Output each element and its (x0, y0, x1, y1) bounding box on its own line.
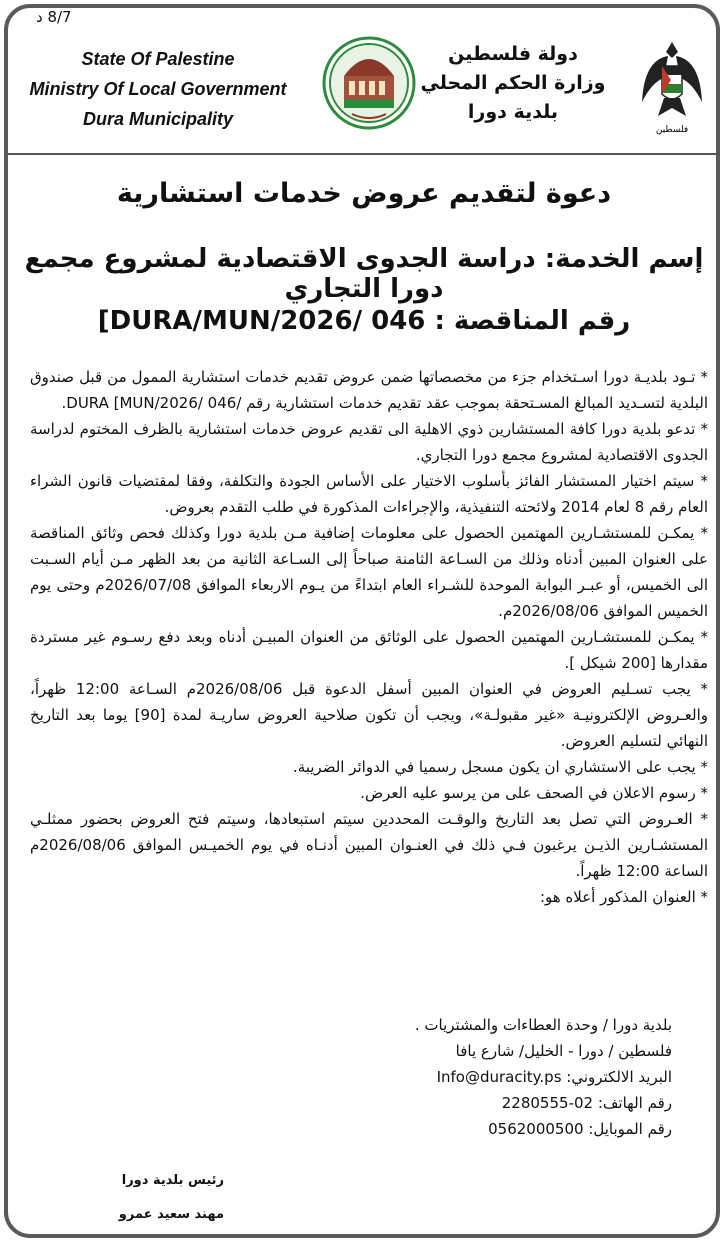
paragraph-submission: * يجب تسـليم العروض في العنوان المبين أسفل الدعوة قبل 2026/08/06م السـاعة 12:00 ظهراً، والعـروض الإلكترونيـة «غير مقبولـة»، ويجب أن تكون صلاحية العروض ساريـة لمدة [90] يوما بعد التاريخ النهائي لتسليم العروض. (30, 680, 709, 750)
paragraph-selection: * سيتم اختيار المستشار الفائز بأسلوب الاختيار على الأساس الجودة والتكلفة، وفقا لمقتضيات قانون الشراء العام رقم 8 لعام 2014 ولائحته التنفيذية، والإجراءات المذكورة في طلب التقدم بعروض. (30, 472, 708, 516)
signature-name: مهند سعيد عمرو (118, 1207, 224, 1222)
header-divider (8, 153, 720, 155)
palestine-eagle-emblem-icon (638, 36, 706, 136)
paragraph-tax-registration: * يجب على الاستشاري ان يكون مسجل رسميا في الدوائر الضريبة. (292, 758, 708, 776)
signature-block (24, 1164, 224, 1232)
paragraph-address-intro: * العنوان المذكور أعلاه هو: (539, 888, 708, 906)
paragraph-ad-fees: * رسوم الاعلان في الصحف على من يرسو عليه العرض. (360, 784, 708, 802)
ar-line-state: دولة فلسطين (448, 43, 578, 65)
address-mobile: رقم الموبايل: 0562000500 (488, 1120, 672, 1138)
en-line-state: State Of Palestine (81, 49, 235, 69)
paragraph-invitation: * تدعو بلدية دورا كافة المستشارين ذوي الاهلية الى تقديم عروض خدمات استشارية بالظرف المختوم لدراسة الجدوى الاقتصادية لمشروع مجمع دورا التجاري. (30, 420, 708, 464)
en-line-municipality: Dura Municipality (82, 109, 234, 129)
service-name: إسم الخدمة: دراسة الجدوى الاقتصادية لمشروع مجمع دورا التجاري (24, 244, 704, 304)
notice-title: دعوة لتقديم عروض خدمات استشارية (116, 178, 612, 209)
arabic-letterhead (398, 40, 628, 127)
address-block (300, 1012, 672, 1142)
address-unit: بلدية دورا / وحدة العطاءات والمشتريات . (414, 1016, 672, 1034)
signature-position: رئيس بلدية دورا (121, 1173, 224, 1188)
paragraph-late-offers: * العـروض التي تصل بعد التاريخ والوقـت المحددين سيتم استبعادها، وسيتم فتح العروض بحضور ممثلـي المستشـارين الذيـن يرغبون فـي ذلك في العنـوان المبين أدنـاه في يوم الخميـس الموافق 2026/08/06م الساعة 12:00 ظهراً. (30, 810, 708, 880)
english-letterhead (18, 44, 298, 134)
ar-line-municipality: بلدية دورا (467, 101, 559, 123)
letterhead (0, 26, 728, 146)
en-line-ministry: Ministry Of Local Government (29, 79, 287, 99)
notice-body (30, 364, 708, 910)
paragraph-documents-fee: * يمكـن للمستشـارين المهتمين الحصول على الوثائق من العنوان المبيـن أدناه وبعد دفع رسـوم غير مستردة مقدارها [200 شيكل ]. (30, 628, 708, 672)
emblem-caption: فلسطين (655, 125, 689, 135)
paragraph-information: * يمكـن للمستشـارين المهتمين الحصول على معلومات إضافية مـن بلدية دورا وكذلك فحص وثائق المناقصة على العنوان المبين أدناه وذلك من السـاعة الثامنة صباحاً إلى السـاعة الثانية من بعد الظهر مـن أيام السـبت الى الخميس، أو عبـر البوابة الموحدة للشـراء العام ابتداءً من يـوم الاربعاء الموافق 2026/07/08م وحتى يوم الخميس الموافق 2026/08/06م. (30, 524, 708, 620)
tender-number: رقم المناقصة : DURA/MUN/2026/ 046] (97, 306, 631, 336)
address-phone: رقم الهاتف: 02-2280555 (501, 1094, 672, 1112)
paragraph-funding: * تـود بلديـة دورا اسـتخدام جزء من مخصصاتها ضمن عروض تقديم خدمات استشارية الممول من قبل صندوق البلدية لتسـديد المبالغ المسـتحقة بموجب عقد تقديم خدمات استشارية رقم /DURA [MUN/2026/ 046. (30, 368, 708, 412)
ar-line-ministry: وزارة الحكم المحلي (420, 72, 606, 94)
address-email: البريد الالكتروني: Info@duracity.ps (436, 1068, 672, 1086)
address-location: فلسطين / دورا - الخليل/ شارع يافا (455, 1042, 672, 1060)
reference-number: 8/7 د (36, 8, 72, 26)
